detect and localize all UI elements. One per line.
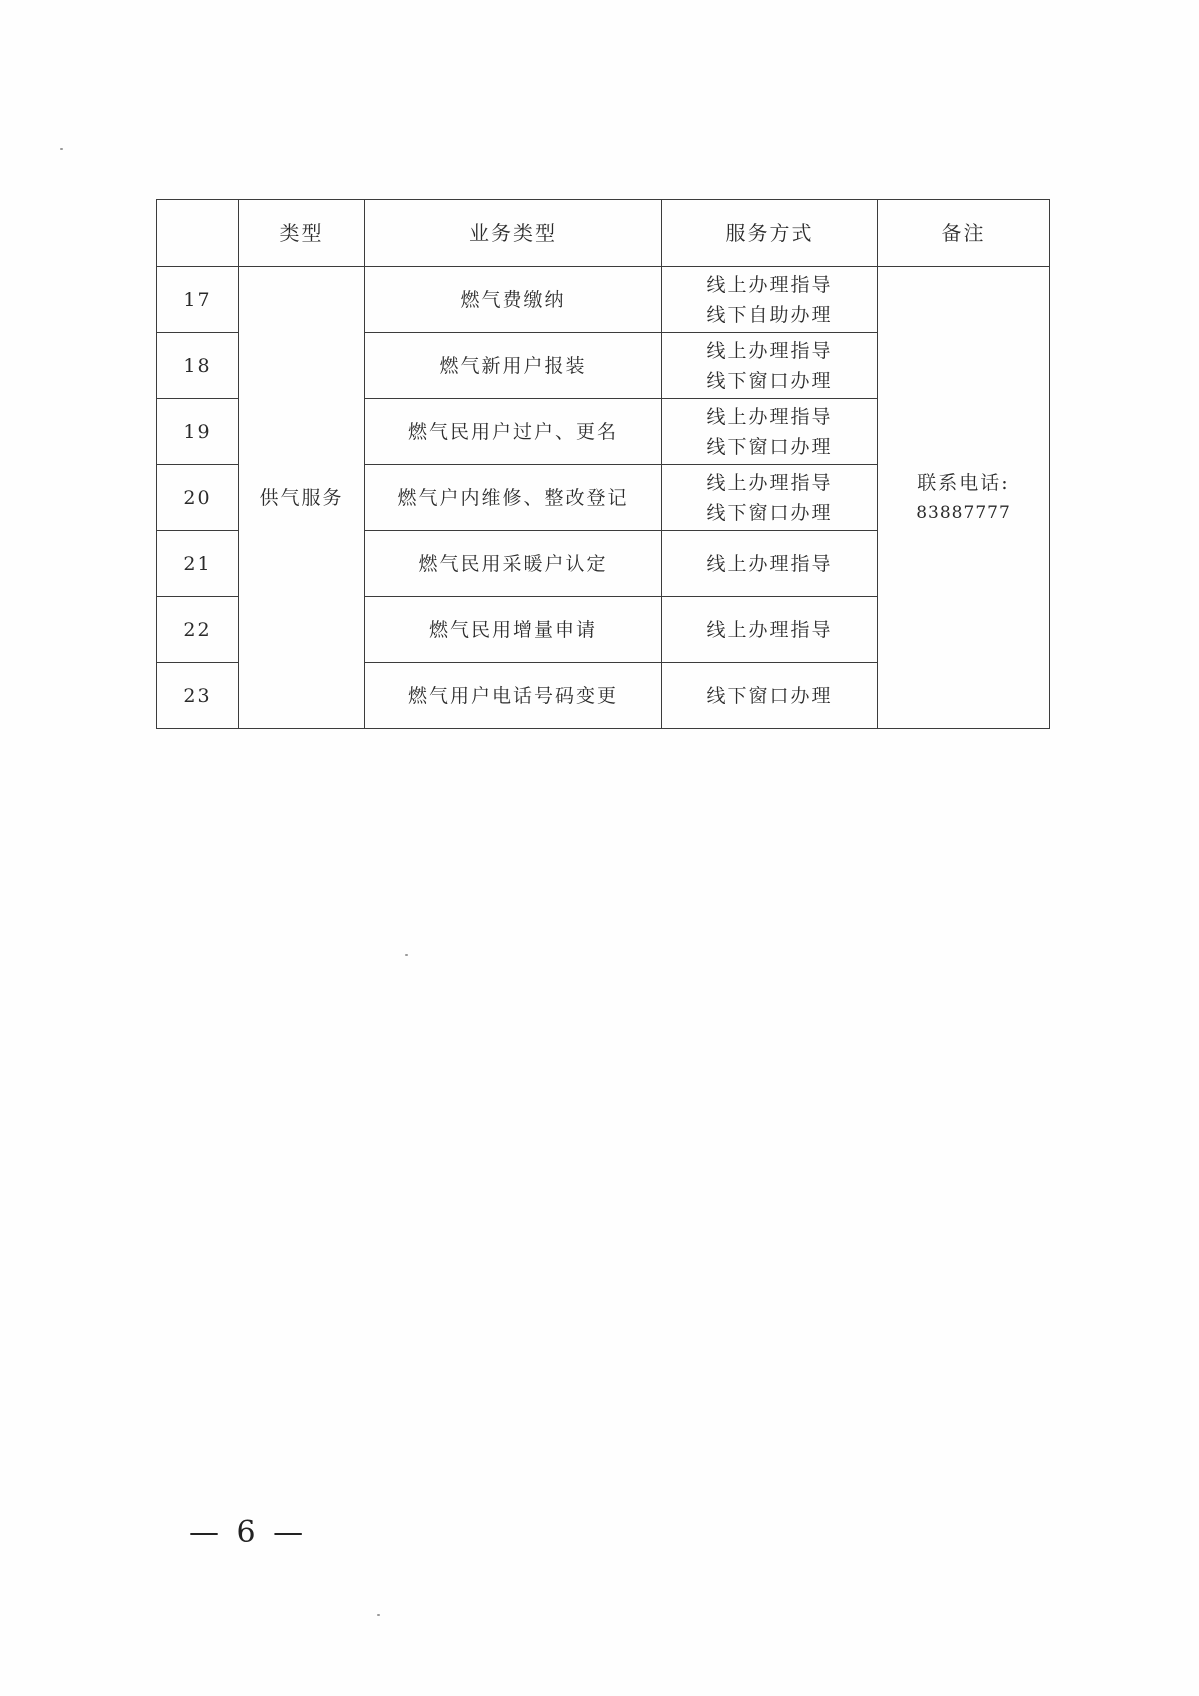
table-header-row xyxy=(157,200,1050,267)
business-cell: 燃气户内维修、整改登记 xyxy=(365,465,662,531)
service-mode-line: 线上办理指导 xyxy=(706,273,833,296)
header-remarks: 备注 xyxy=(878,200,1050,267)
row-number: 19 xyxy=(157,399,239,465)
business-cell: 燃气民用户过户、更名 xyxy=(365,399,662,465)
row-number: 23 xyxy=(157,663,239,729)
header-service-mode: 服务方式 xyxy=(662,200,878,267)
service-table xyxy=(156,199,1050,729)
service-mode-cell xyxy=(662,267,878,333)
service-mode-line: 线下窗口办理 xyxy=(706,501,833,524)
service-mode-line: 线上办理指导 xyxy=(706,618,833,641)
service-mode-line: 线下窗口办理 xyxy=(706,684,833,707)
row-number: 20 xyxy=(157,465,239,531)
service-mode-line: 线下窗口办理 xyxy=(706,369,833,392)
service-mode-line: 线上办理指导 xyxy=(706,552,833,575)
service-mode-cell xyxy=(662,531,878,597)
row-number: 21 xyxy=(157,531,239,597)
header-category: 类型 xyxy=(239,200,365,267)
business-cell: 燃气民用采暖户认定 xyxy=(365,531,662,597)
contact-phone: 83887777 xyxy=(916,502,1011,523)
service-mode-cell xyxy=(662,333,878,399)
business-cell: 燃气用户电话号码变更 xyxy=(365,663,662,729)
row-number: 18 xyxy=(157,333,239,399)
scan-speck xyxy=(377,1614,380,1616)
contact-label: 联系电话: xyxy=(917,471,1010,494)
service-mode-line: 线下自助办理 xyxy=(706,303,833,326)
service-mode-cell xyxy=(662,399,878,465)
table-row xyxy=(157,267,1050,333)
business-cell: 燃气费缴纳 xyxy=(365,267,662,333)
category-cell: 供气服务 xyxy=(239,267,365,729)
business-cell: 燃气民用增量申请 xyxy=(365,597,662,663)
service-mode-cell xyxy=(662,465,878,531)
business-cell: 燃气新用户报装 xyxy=(365,333,662,399)
remarks-cell xyxy=(878,267,1050,729)
scan-speck xyxy=(60,148,63,150)
service-mode-cell xyxy=(662,663,878,729)
row-number: 17 xyxy=(157,267,239,333)
service-mode-line: 线下窗口办理 xyxy=(706,435,833,458)
service-mode-line: 线上办理指导 xyxy=(706,405,833,428)
scan-speck xyxy=(405,954,408,956)
row-number: 22 xyxy=(157,597,239,663)
service-mode-line: 线上办理指导 xyxy=(706,339,833,362)
page-number: — 6 — xyxy=(189,1515,308,1550)
header-number xyxy=(157,200,239,267)
service-mode-cell xyxy=(662,597,878,663)
header-business: 业务类型 xyxy=(365,200,662,267)
service-mode-line: 线上办理指导 xyxy=(706,471,833,494)
